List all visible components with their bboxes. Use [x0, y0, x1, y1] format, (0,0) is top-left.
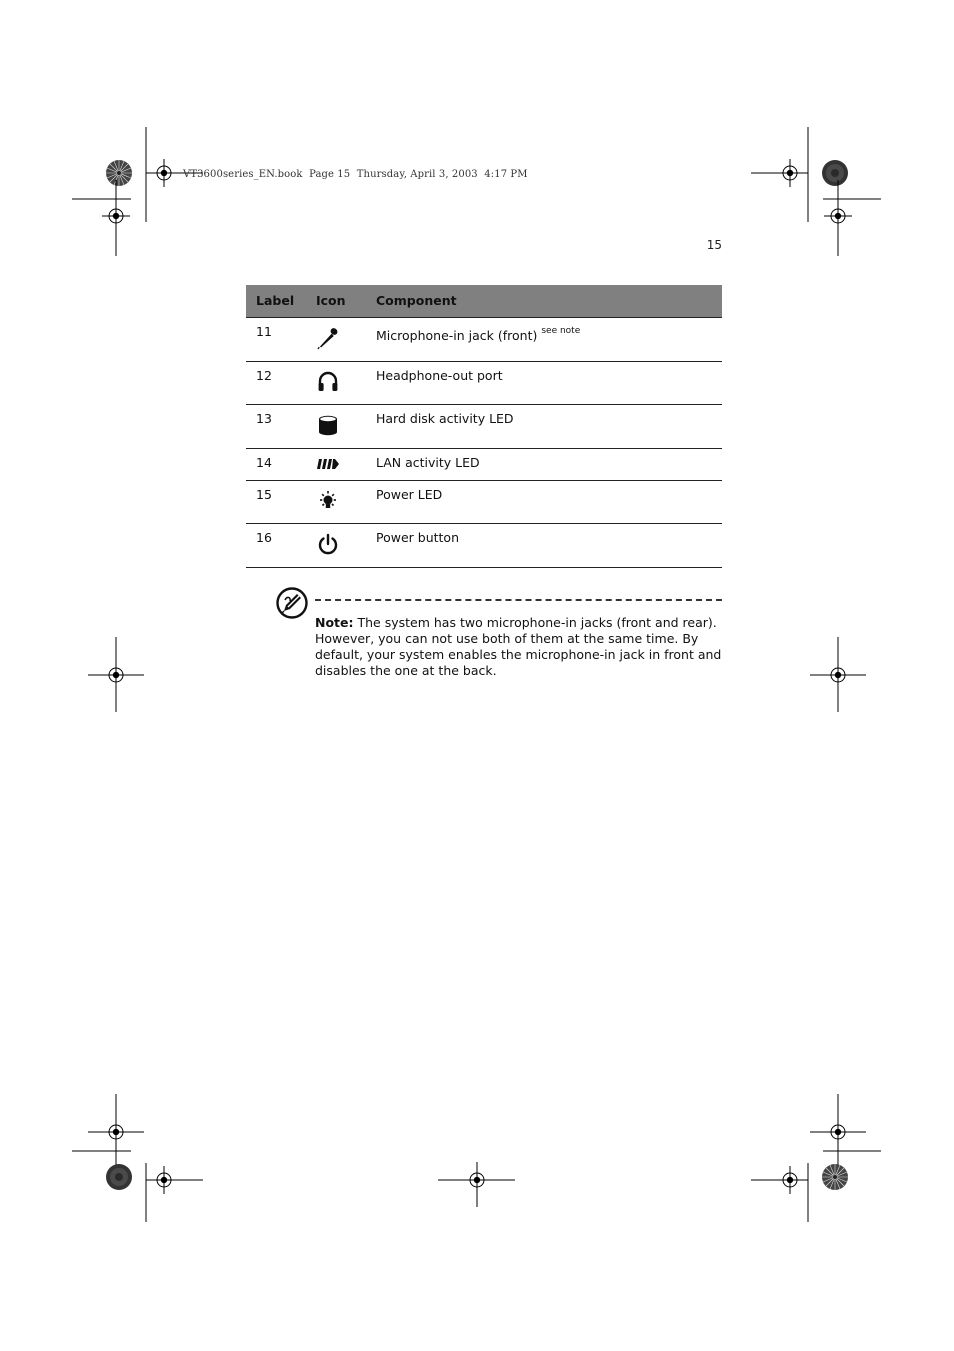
table-row	[246, 317, 722, 361]
row-component: Power button	[366, 523, 722, 567]
column-header-component: Component	[366, 285, 722, 317]
row-component: LAN activity LED	[366, 448, 722, 480]
column-header-label: Label	[246, 285, 306, 317]
row-component: Hard disk activity LED	[366, 404, 722, 448]
note-divider	[315, 599, 722, 601]
row-component: Microphone-in jack (front)	[376, 327, 538, 343]
row-label: 15	[246, 480, 306, 523]
print-slug: VT3600series_EN.book Page 15 Thursday, April 3, 2003 4:17 PM	[183, 169, 528, 180]
see-note-superscript: see note	[541, 325, 581, 336]
page-number: 15	[706, 238, 722, 252]
note-body: The system has two microphone-in jacks (front and rear). However, you can not use both of them at the same time. By default, your system enables the microphone-in jack in front and disables the one at the back.	[315, 615, 722, 678]
table-row	[246, 404, 722, 448]
row-label: 14	[246, 448, 306, 480]
note-paragraph	[315, 615, 722, 679]
row-label: 12	[246, 361, 306, 404]
component-table	[246, 285, 722, 568]
row-label: 11	[246, 317, 306, 361]
power-led-icon	[316, 489, 366, 513]
table-row	[246, 448, 722, 480]
note-label: Note:	[315, 615, 354, 630]
microphone-icon	[316, 326, 366, 350]
headphones-icon	[316, 370, 366, 394]
power-button-icon	[316, 532, 366, 556]
row-component: Headphone-out port	[366, 361, 722, 404]
table-row	[246, 480, 722, 523]
column-header-icon: Icon	[306, 285, 366, 317]
note-pen-icon	[275, 586, 309, 624]
table-row	[246, 523, 722, 567]
hard-disk-icon	[316, 413, 366, 437]
table-row	[246, 361, 722, 404]
table-header-row	[246, 285, 722, 317]
row-component: Power LED	[366, 480, 722, 523]
row-label: 16	[246, 523, 306, 567]
row-label: 13	[246, 404, 306, 448]
lan-activity-icon	[316, 458, 366, 470]
